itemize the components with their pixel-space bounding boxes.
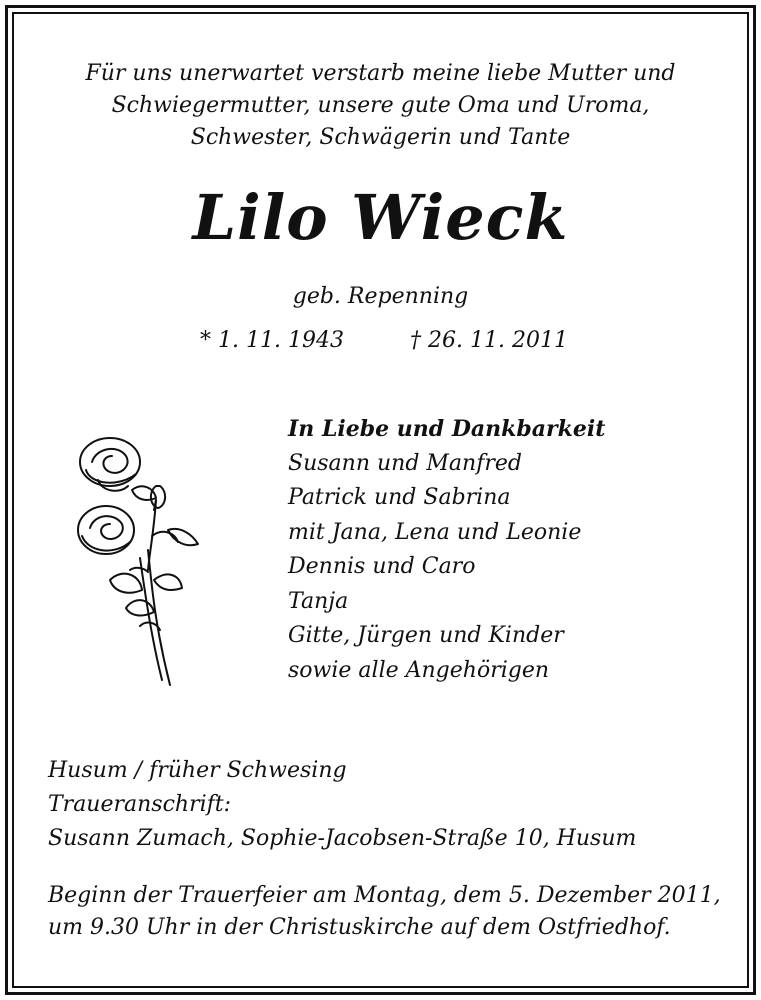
ceremony-info <box>48 880 728 944</box>
intro-line: Schwiegermutter, unsere gute Oma und Uroma, <box>111 93 650 118</box>
address-line: Husum / früher Schwesing <box>48 758 347 783</box>
mourner-line: Tanja <box>288 588 349 614</box>
mourners-heading: In Liebe und Dankbarkeit <box>288 416 606 442</box>
ceremony-line: um 9.30 Uhr in der Christuskirche auf dem Ostfriedhof. <box>48 915 671 940</box>
address-line: Traueranschrift: <box>48 792 232 817</box>
mourner-line: Dennis und Caro <box>288 554 476 579</box>
mourner-line: Gitte, Jürgen und Kinder <box>288 623 564 648</box>
deceased-name: Lilo Wieck <box>192 181 569 254</box>
address-line: Susann Zumach, Sophie-Jacobsen-Straße 10, Husum <box>48 826 637 851</box>
intro-line: Für uns unerwartet verstarb meine liebe Mutter und <box>85 61 676 86</box>
mourner-line: Susann und Manfred <box>288 450 522 476</box>
mourners-list <box>288 412 728 688</box>
intro-text <box>0 58 761 154</box>
intro-line: Schwester, Schwägerin und Tante <box>190 125 571 150</box>
ceremony-line: Beginn der Trauerfeier am Montag, dem 5. Dezember 2011, <box>48 883 721 908</box>
maiden-name: geb. Repenning <box>292 284 469 309</box>
death-date: † 26. 11. 2011 <box>410 328 568 353</box>
rose-icon <box>70 430 210 690</box>
mourner-line: Patrick und Sabrina <box>288 485 511 510</box>
mourner-line: sowie alle Angehörigen <box>288 657 550 683</box>
birth-date: * 1. 11. 1943 <box>200 328 344 353</box>
mourning-address <box>48 754 728 856</box>
mourner-line: mit Jana, Lena und Leonie <box>288 519 582 545</box>
